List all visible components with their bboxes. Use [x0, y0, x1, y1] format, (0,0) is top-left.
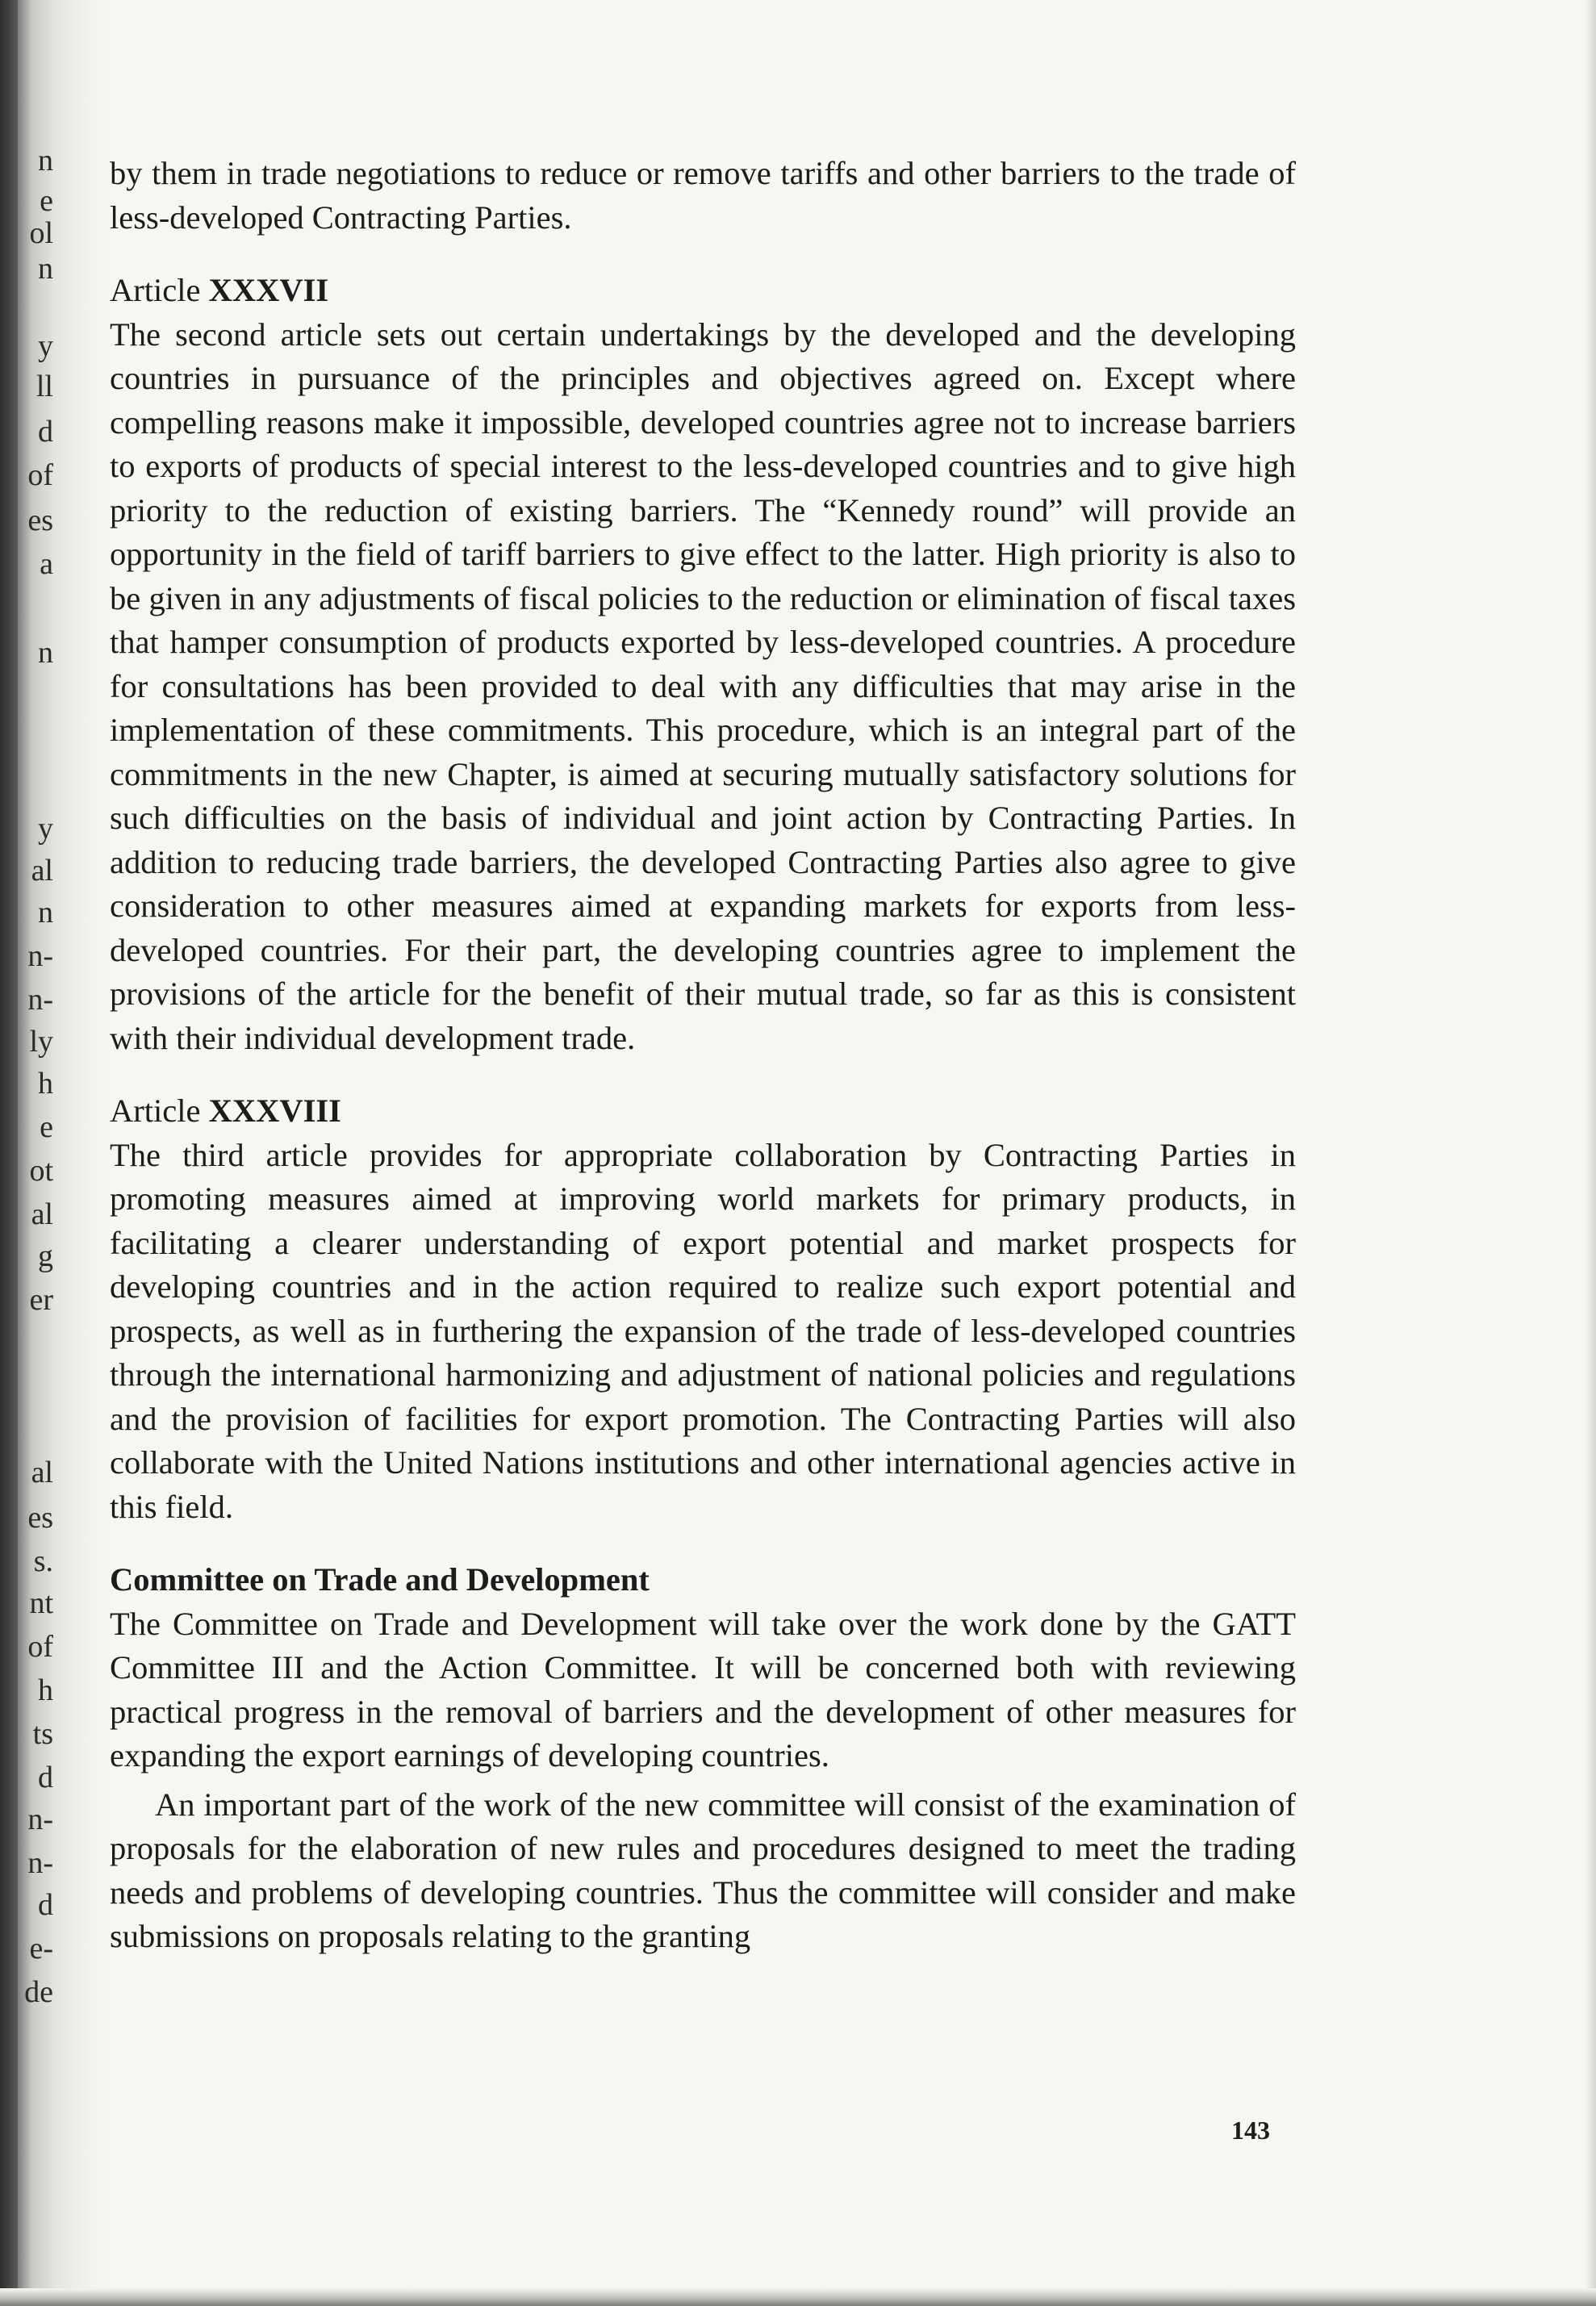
facing-fragment: n: [38, 896, 53, 930]
facing-fragment: nt: [29, 1586, 53, 1620]
facing-fragment: e-: [29, 1932, 53, 1966]
heading-numeral: XXXVII: [208, 272, 329, 308]
page-body: [110, 152, 1296, 1959]
facing-fragment: n-: [27, 1803, 53, 1836]
facing-fragment: of: [27, 1630, 53, 1664]
facing-fragment: ts: [32, 1717, 53, 1751]
page-number: 143: [1231, 2116, 1270, 2145]
facing-fragment: n: [38, 636, 53, 670]
facing-fragment: n-: [27, 983, 53, 1017]
facing-fragment: n: [38, 252, 53, 286]
facing-fragment: e: [40, 184, 53, 218]
facing-fragment: e: [40, 1110, 53, 1144]
heading-committee: Committee on Trade and Development: [110, 1561, 650, 1598]
facing-fragment: es: [27, 1501, 53, 1535]
facing-fragment: h: [38, 1067, 53, 1101]
facing-fragment: of: [27, 458, 53, 492]
facing-fragment: ly: [29, 1025, 53, 1059]
facing-fragment: d: [38, 1761, 53, 1794]
section-gap: [110, 1060, 1296, 1089]
article-xxxvii-paragraph: The second article sets out certain undertakings by the developed and the developing countries in pursuance of the principles and objectives agreed on. Except where compelling reasons make it impossible, developed countries agree not to increase barriers to exports of products of special interest to the less-developed countries and to give high priority to the reduction of existing barriers. The “Kennedy round” will provide an opportunity in the field of tariff barriers to give effect to the latter. High priority is also to be given in any adjustments of fiscal policies to the reduction or elimination of fiscal taxes that hamper consumption of products exported by less-developed countries. A procedure for consultations has been provided to deal with any difficulties that may arise in the implementation of these commitments. This procedure, which is an integral part of the commitments in the new Chapter, is aimed at securing mutually satisfactory solutions for such difficulties on the basis of individual and joint action by Contracting Parties. In addition to reducing trade barriers, the developed Contracting Parties also agree to give consideration to other measures aimed at expanding markets for exports from less-developed countries. For their part, the developing countries agree to implement the provisions of the article for the benefit of their mutual trade, so far as this is consistent with their individual development trade.: [110, 315, 1296, 1056]
facing-fragment: d: [38, 1888, 53, 1922]
section-gap: [110, 240, 1296, 269]
facing-fragment: d: [38, 415, 53, 449]
facing-fragment: a: [40, 547, 53, 581]
facing-fragment: de: [24, 1975, 53, 2009]
facing-fragment: al: [31, 854, 53, 888]
page-right-edge: [1585, 0, 1596, 2306]
facing-fragment: g: [38, 1239, 53, 1273]
facing-fragment: al: [31, 1456, 53, 1489]
heading-numeral: XXXVIII: [208, 1092, 341, 1129]
facing-fragment: ol: [29, 216, 53, 250]
facing-fragment: ot: [29, 1154, 53, 1188]
facing-fragment: es: [27, 503, 53, 537]
facing-fragment: y: [38, 812, 53, 846]
facing-fragment: h: [38, 1673, 53, 1707]
committee-paragraph-2: An important part of the work of the new committee will consist of the examination of proposals for the elaboration of new rules and procedures designed to meet the trading needs and problems of developing countries. Thus the committee will consider and make submissions on proposals relating to the granting: [110, 1786, 1296, 1954]
facing-fragment: n-: [27, 1846, 53, 1880]
heading-article-xxxvii: [110, 269, 1296, 313]
facing-fragment: ll: [36, 370, 53, 403]
facing-fragment: er: [29, 1283, 53, 1317]
heading-label: Article: [110, 272, 201, 308]
intro-paragraph: by them in trade negotiations to reduce or remove tariffs and other barriers to the trade of less-developed Contracting Parties.: [110, 155, 1296, 236]
facing-fragment: n-: [27, 939, 53, 973]
facing-fragment: s.: [33, 1544, 53, 1578]
article-xxxviii-paragraph: The third article provides for appropriate collaboration by Contracting Parties in promoting measures aimed at improving world markets for primary products, in facilitating a clearer understanding of export potential and market prospects for developing countries and in the action required to realize such export potential and prospects, as well as in furthering the expansion of the trade of less-developed countries through the international harmonizing and adjustment of national policies and regulations and the provision of facilities for export promotion. The Contracting Parties will also collaborate with the United Nations institutions and other international agencies active in this field.: [110, 1136, 1296, 1525]
facing-fragment: n: [38, 144, 53, 178]
heading-label: Article: [110, 1092, 201, 1129]
section-gap: [110, 1529, 1296, 1558]
page-bottom-edge: [0, 2288, 1596, 2306]
facing-fragment: al: [31, 1197, 53, 1231]
committee-paragraph-1: The Committee on Trade and Development will take over the work done by the GATT Committee III and the Action Committee. It will be concerned both with reviewing practical progress in the removal of barriers and the development of other measures for expanding the export earnings of developing countries.: [110, 1605, 1296, 1773]
heading-article-xxxviii: [110, 1089, 1296, 1134]
facing-fragment: y: [38, 329, 53, 363]
